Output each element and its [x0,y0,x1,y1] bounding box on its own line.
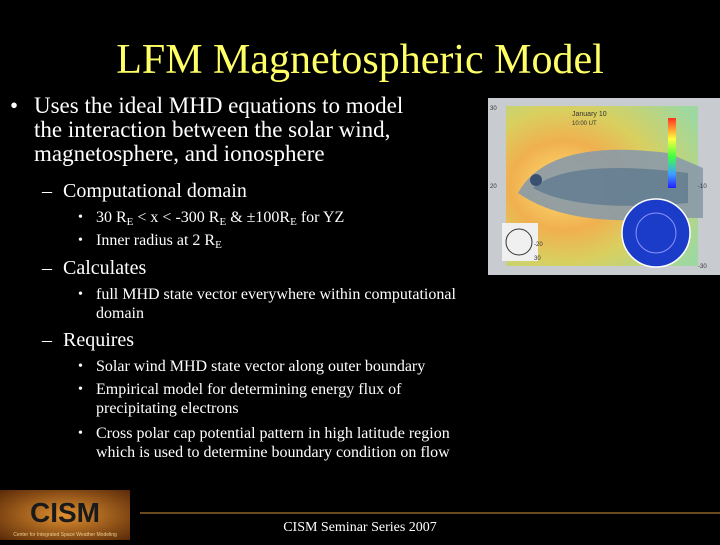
text-part: < x < -300 R [133,209,220,226]
subheading-requires [42,329,134,351]
logo-text: CISM [30,497,100,528]
subscript: E [215,239,222,251]
bullet-marker: • [78,426,83,441]
bullet-line: the interaction between the solar wind, [34,117,391,142]
bullet-line: magnetosphere, and ionosphere [34,141,325,166]
item-line: full MHD state vector everywhere within computational [96,286,456,303]
bullet-line: Uses the ideal MHD equations to model [34,93,404,118]
dash-marker: – [42,180,52,202]
axis-tick-label: 30 [490,106,497,112]
axis-tick-label: 20 [490,184,497,190]
item-line: precipitating electrons [96,400,239,417]
logo-subtext: Center for Integrated Space Weather Modeling [13,532,117,538]
text-part: for YZ [296,209,345,226]
subheading-computational-domain [42,180,247,202]
bullet-marker: • [78,233,83,248]
earth-marker [530,174,542,186]
bullet-marker: • [78,359,83,374]
item-line: Solar wind MHD state vector along outer boundary [96,358,426,375]
bullet-marker: • [10,93,19,118]
axis-tick-label: 30 [534,256,541,262]
bullet-mhd-equations [10,94,490,174]
subheading-text: Computational domain [63,180,247,202]
subscript: E [219,216,227,228]
item-line: which is used to determine boundary condition on flow [96,444,450,461]
axis-tick-label: -20 [534,242,543,248]
slide-title: LFM Magnetospheric Model [116,37,604,83]
ionosphere-plot [622,199,690,267]
item-line: Cross polar cap potential pattern in high latitude region [96,425,450,442]
subscript: E [290,216,297,228]
magnetosphere-simulation-image [488,98,720,275]
subheading-text: Calculates [63,257,147,279]
time-label: 10:00 UT [572,121,597,127]
axis-tick-label: -30 [698,264,707,270]
bullet-marker: • [78,210,83,225]
bullet-marker: • [78,382,83,397]
axis-tick-label: -10 [698,184,707,190]
date-label: January 10 [572,111,607,118]
text-part: 30 R [96,209,127,226]
subscript: E [126,216,134,228]
colorbar [668,118,676,188]
dash-marker: – [42,257,52,279]
text-part: Inner radius at 2 R [96,232,216,249]
item-line: domain [96,305,144,322]
subheading-text: Requires [63,329,135,351]
dash-marker: – [42,329,52,351]
footer-text: CISM Seminar Series 2007 [283,520,437,535]
footer-divider [140,512,720,514]
subheading-calculates [42,257,146,279]
item-line: Empirical model for determining energy flux of [96,381,402,398]
bullet-marker: • [78,287,83,302]
text-part: & ±100R [226,209,291,226]
simulation-graphic [488,98,720,275]
